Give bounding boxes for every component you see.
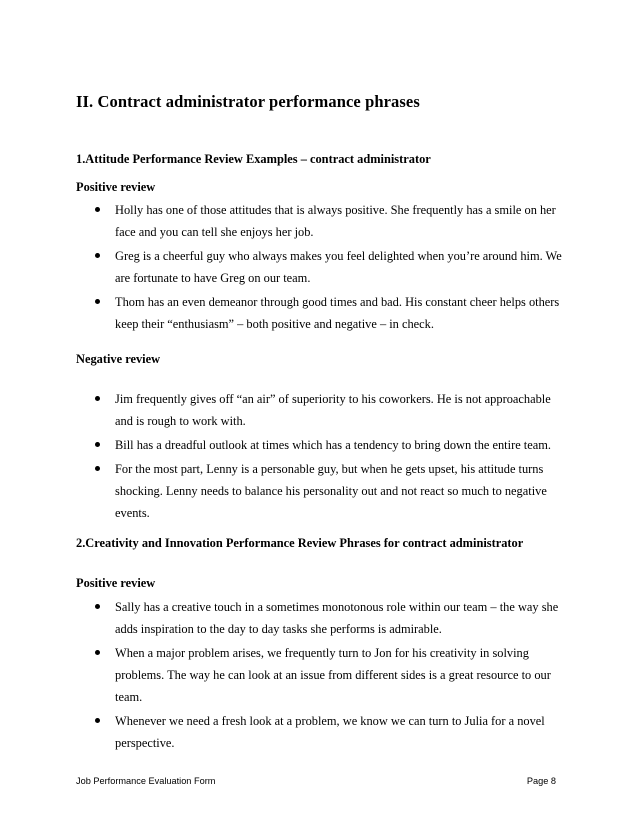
footer-page-number: Page 8 (526, 776, 556, 786)
bullet-icon (95, 650, 100, 655)
footer-form-title: Job Performance Evaluation Form (76, 776, 216, 786)
list-item-text: Bill has a dreadful outlook at times which has a tendency to bring down the entire team. (115, 438, 551, 452)
list-item-text: Sally has a creative touch in a sometimes monotonous role within our team – the way she adds inspiration to the day to day tasks she performs is admirable. (115, 600, 559, 636)
list-item (76, 642, 566, 708)
list-item (76, 434, 566, 456)
bullet-icon (95, 207, 100, 212)
section-1-positive-label: Positive review (76, 180, 156, 194)
section-2-heading: 2.Creativity and Innovation Performance Review Phrases for contract administrator (76, 536, 524, 550)
list-item-text: Jim frequently gives off “an air” of superiority to his coworkers. He is not approachable and is rough to work with. (115, 392, 551, 428)
list-item (76, 596, 566, 640)
section-1-positive-list (76, 199, 566, 337)
page-title: II. Contract administrator performance phrases (76, 92, 420, 111)
list-item-text: Whenever we need a fresh look at a problem, we know we can turn to Julia for a novel perspective. (115, 714, 545, 750)
list-item-text: Greg is a cheerful guy who always makes you feel delighted when you’re around him. We are fortunate to have Greg on our team. (115, 249, 562, 285)
section-1-negative-label: Negative review (76, 352, 161, 366)
list-item-text: For the most part, Lenny is a personable guy, but when he gets upset, his attitude turns shocking. Lenny needs to balance his personality out and not react so much to negative events. (115, 462, 547, 520)
section-2-positive-label: Positive review (76, 576, 156, 590)
list-item (76, 710, 566, 754)
list-item-text: When a major problem arises, we frequently turn to Jon for his creativity in solving problems. The way he can look at an issue from different sides is a great resource to our team. (115, 646, 551, 704)
list-item (76, 291, 566, 335)
bullet-icon (95, 442, 100, 447)
list-item-text: Holly has one of those attitudes that is always positive. She frequently has a smile on her face and you can tell she enjoys her job. (115, 203, 556, 239)
list-item (76, 458, 566, 524)
section-2-positive-list (76, 596, 566, 756)
list-item (76, 245, 566, 289)
bullet-icon (95, 253, 100, 258)
bullet-icon (95, 466, 100, 471)
bullet-icon (95, 299, 100, 304)
section-1-negative-list (76, 388, 566, 526)
list-item (76, 199, 566, 243)
bullet-icon (95, 396, 100, 401)
section-1-heading: 1.Attitude Performance Review Examples – contract administrator (76, 152, 431, 166)
list-item (76, 388, 566, 432)
bullet-icon (95, 604, 100, 609)
bullet-icon (95, 718, 100, 723)
list-item-text: Thom has an even demeanor through good times and bad. His constant cheer helps others keep their “enthusiasm” – both positive and negative – in check. (115, 295, 560, 331)
